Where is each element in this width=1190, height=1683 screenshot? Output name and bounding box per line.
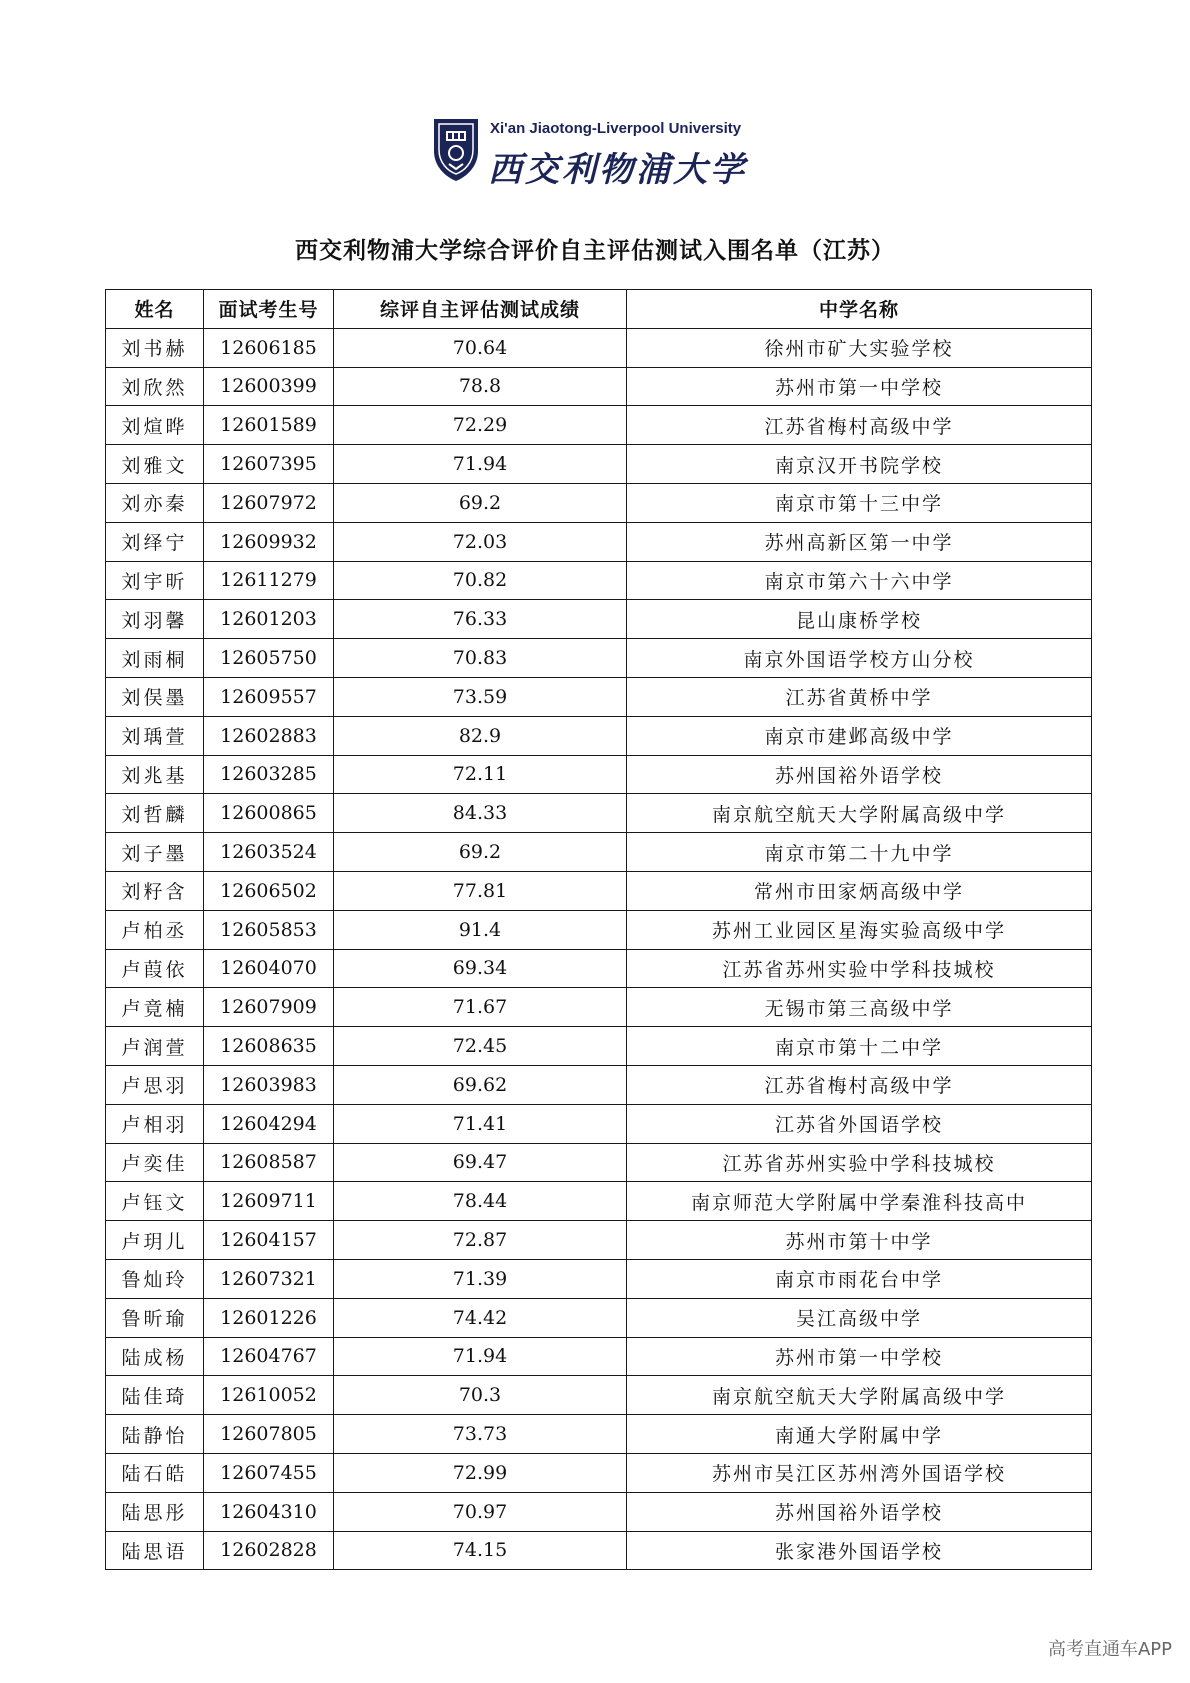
cell-name: 卢玥儿	[106, 1221, 204, 1260]
university-logo	[432, 112, 762, 188]
candidate-table	[105, 289, 1092, 1570]
cell-score: 84.33	[334, 794, 627, 833]
cell-name: 刘籽含	[106, 871, 204, 910]
cell-exam-id: 12601203	[204, 600, 334, 639]
cell-school: 苏州市第十中学	[627, 1221, 1092, 1260]
cell-score: 70.83	[334, 639, 627, 678]
cell-score: 74.42	[334, 1298, 627, 1337]
table-row	[106, 1259, 1092, 1298]
cell-name: 刘羽馨	[106, 600, 204, 639]
cell-name: 陆石皓	[106, 1453, 204, 1492]
cell-score: 72.45	[334, 1027, 627, 1066]
cell-score: 72.87	[334, 1221, 627, 1260]
cell-name: 刘子墨	[106, 833, 204, 872]
cell-school: 南京市第十二中学	[627, 1027, 1092, 1066]
university-english-name: Xi'an Jiaotong-Liverpool University	[490, 120, 742, 137]
cell-score: 78.8	[334, 367, 627, 406]
cell-school: 常州市田家炳高级中学	[627, 871, 1092, 910]
cell-name: 卢相羽	[106, 1104, 204, 1143]
table-row	[106, 949, 1092, 988]
cell-school: 南京外国语学校方山分校	[627, 639, 1092, 678]
cell-school: 南京市建邺高级中学	[627, 716, 1092, 755]
cell-school: 苏州市第一中学校	[627, 1337, 1092, 1376]
cell-exam-id: 12608635	[204, 1027, 334, 1066]
cell-score: 69.62	[334, 1065, 627, 1104]
cell-school: 南京市第二十九中学	[627, 833, 1092, 872]
cell-name: 刘欣然	[106, 367, 204, 406]
cell-score: 72.11	[334, 755, 627, 794]
cell-name: 刘书赫	[106, 328, 204, 367]
cell-name: 卢奕佳	[106, 1143, 204, 1182]
table-row	[106, 677, 1092, 716]
cell-school: 苏州国裕外语学校	[627, 755, 1092, 794]
cell-school: 苏州国裕外语学校	[627, 1492, 1092, 1531]
cell-name: 刘兆基	[106, 755, 204, 794]
cell-exam-id: 12602828	[204, 1531, 334, 1570]
cell-name: 鲁昕瑜	[106, 1298, 204, 1337]
table-row	[106, 1337, 1092, 1376]
cell-name: 刘雅文	[106, 445, 204, 484]
cell-exam-id: 12604157	[204, 1221, 334, 1260]
cell-score: 71.94	[334, 445, 627, 484]
cell-exam-id: 12604070	[204, 949, 334, 988]
table-row	[106, 1182, 1092, 1221]
cell-score: 69.47	[334, 1143, 627, 1182]
table-header-row	[106, 290, 1092, 329]
cell-score: 74.15	[334, 1531, 627, 1570]
cell-school: 江苏省梅村高级中学	[627, 1065, 1092, 1104]
cell-school: 南京航空航天大学附属高级中学	[627, 794, 1092, 833]
cell-score: 70.97	[334, 1492, 627, 1531]
cell-name: 陆佳琦	[106, 1376, 204, 1415]
table-row	[106, 328, 1092, 367]
cell-school: 苏州市第一中学校	[627, 367, 1092, 406]
cell-school: 南京师范大学附属中学秦淮科技高中	[627, 1182, 1092, 1221]
table-row	[106, 561, 1092, 600]
cell-school: 苏州市吴江区苏州湾外国语学校	[627, 1453, 1092, 1492]
table-row	[106, 1143, 1092, 1182]
cell-name: 卢润萱	[106, 1027, 204, 1066]
table-row	[106, 1027, 1092, 1066]
cell-score: 72.03	[334, 522, 627, 561]
header-name: 姓名	[106, 290, 204, 329]
cell-school: 南京市第六十六中学	[627, 561, 1092, 600]
table-row	[106, 639, 1092, 678]
cell-name: 刘哲麟	[106, 794, 204, 833]
cell-score: 73.73	[334, 1415, 627, 1454]
cell-exam-id: 12607455	[204, 1453, 334, 1492]
cell-school: 苏州工业园区星海实验高级中学	[627, 910, 1092, 949]
cell-school: 徐州市矿大实验学校	[627, 328, 1092, 367]
table-row	[106, 1065, 1092, 1104]
cell-exam-id: 12600865	[204, 794, 334, 833]
cell-exam-id: 12609557	[204, 677, 334, 716]
cell-exam-id: 12605853	[204, 910, 334, 949]
cell-name: 陆静怡	[106, 1415, 204, 1454]
table-row	[106, 1415, 1092, 1454]
cell-name: 卢思羽	[106, 1065, 204, 1104]
table-row	[106, 794, 1092, 833]
cell-exam-id: 12607972	[204, 483, 334, 522]
cell-exam-id: 12607395	[204, 445, 334, 484]
cell-score: 71.41	[334, 1104, 627, 1143]
table-row	[106, 1298, 1092, 1337]
table-row	[106, 600, 1092, 639]
cell-exam-id: 12609711	[204, 1182, 334, 1221]
cell-name: 刘宇昕	[106, 561, 204, 600]
cell-name: 刘雨桐	[106, 639, 204, 678]
cell-score: 70.3	[334, 1376, 627, 1415]
table-row	[106, 445, 1092, 484]
cell-exam-id: 12603524	[204, 833, 334, 872]
cell-exam-id: 12604310	[204, 1492, 334, 1531]
cell-school: 南京汉开书院学校	[627, 445, 1092, 484]
cell-score: 73.59	[334, 677, 627, 716]
cell-exam-id: 12607805	[204, 1415, 334, 1454]
cell-exam-id: 12602883	[204, 716, 334, 755]
cell-score: 82.9	[334, 716, 627, 755]
cell-exam-id: 12611279	[204, 561, 334, 600]
table-row	[106, 1492, 1092, 1531]
cell-score: 69.34	[334, 949, 627, 988]
cell-name: 陆成杨	[106, 1337, 204, 1376]
cell-name: 陆思语	[106, 1531, 204, 1570]
table-row	[106, 483, 1092, 522]
cell-score: 70.82	[334, 561, 627, 600]
cell-exam-id: 12603285	[204, 755, 334, 794]
cell-school: 江苏省梅村高级中学	[627, 406, 1092, 445]
cell-score: 76.33	[334, 600, 627, 639]
table-body	[106, 328, 1092, 1570]
cell-name: 刘亦秦	[106, 483, 204, 522]
table-row	[106, 755, 1092, 794]
cell-school: 南京市第十三中学	[627, 483, 1092, 522]
cell-school: 南通大学附属中学	[627, 1415, 1092, 1454]
cell-exam-id: 12607321	[204, 1259, 334, 1298]
university-crest-icon	[432, 117, 480, 183]
cell-name: 刘瑀萱	[106, 716, 204, 755]
cell-exam-id: 12609932	[204, 522, 334, 561]
cell-name: 卢竟楠	[106, 988, 204, 1027]
cell-exam-id: 12606185	[204, 328, 334, 367]
cell-school: 江苏省苏州实验中学科技城校	[627, 1143, 1092, 1182]
cell-score: 72.99	[334, 1453, 627, 1492]
cell-name: 刘俣墨	[106, 677, 204, 716]
cell-exam-id: 12600399	[204, 367, 334, 406]
cell-school: 张家港外国语学校	[627, 1531, 1092, 1570]
table-row	[106, 406, 1092, 445]
cell-school: 江苏省苏州实验中学科技城校	[627, 949, 1092, 988]
cell-school: 无锡市第三高级中学	[627, 988, 1092, 1027]
cell-exam-id: 12601226	[204, 1298, 334, 1337]
cell-exam-id: 12605750	[204, 639, 334, 678]
header-exam-id: 面试考生号	[204, 290, 334, 329]
header-school: 中学名称	[627, 290, 1092, 329]
cell-name: 卢钰文	[106, 1182, 204, 1221]
cell-score: 69.2	[334, 833, 627, 872]
table-row	[106, 871, 1092, 910]
cell-exam-id: 12610052	[204, 1376, 334, 1415]
cell-exam-id: 12601589	[204, 406, 334, 445]
cell-score: 77.81	[334, 871, 627, 910]
table-row	[106, 1453, 1092, 1492]
cell-name: 卢柏丞	[106, 910, 204, 949]
cell-school: 吴江高级中学	[627, 1298, 1092, 1337]
cell-school: 南京市雨花台中学	[627, 1259, 1092, 1298]
cell-school: 昆山康桥学校	[627, 600, 1092, 639]
table-row	[106, 833, 1092, 872]
cell-school: 苏州高新区第一中学	[627, 522, 1092, 561]
cell-score: 70.64	[334, 328, 627, 367]
table-row	[106, 367, 1092, 406]
cell-score: 78.44	[334, 1182, 627, 1221]
cell-name: 刘煊晔	[106, 406, 204, 445]
table-row	[106, 1531, 1092, 1570]
cell-exam-id: 12607909	[204, 988, 334, 1027]
cell-score: 71.39	[334, 1259, 627, 1298]
header-score: 综评自主评估测试成绩	[334, 290, 627, 329]
table-row	[106, 1376, 1092, 1415]
cell-school: 江苏省黄桥中学	[627, 677, 1092, 716]
table-row	[106, 522, 1092, 561]
document-title: 西交利物浦大学综合评价自主评估测试入围名单（江苏）	[295, 237, 895, 264]
cell-score: 91.4	[334, 910, 627, 949]
cell-exam-id: 12603983	[204, 1065, 334, 1104]
watermark: 高考直通车APP	[1047, 1639, 1172, 1660]
table-row	[106, 910, 1092, 949]
cell-name: 卢葭依	[106, 949, 204, 988]
cell-school: 江苏省外国语学校	[627, 1104, 1092, 1143]
cell-exam-id: 12604767	[204, 1337, 334, 1376]
university-chinese-name: 西交利物浦大学	[488, 150, 747, 190]
cell-score: 71.94	[334, 1337, 627, 1376]
cell-exam-id: 12606502	[204, 871, 334, 910]
cell-name: 鲁灿玲	[106, 1259, 204, 1298]
cell-name: 刘绎宁	[106, 522, 204, 561]
table-row	[106, 716, 1092, 755]
cell-score: 71.67	[334, 988, 627, 1027]
cell-school: 南京航空航天大学附属高级中学	[627, 1376, 1092, 1415]
cell-exam-id: 12604294	[204, 1104, 334, 1143]
table-row	[106, 988, 1092, 1027]
cell-name: 陆思彤	[106, 1492, 204, 1531]
cell-exam-id: 12608587	[204, 1143, 334, 1182]
cell-score: 72.29	[334, 406, 627, 445]
table-row	[106, 1221, 1092, 1260]
table-row	[106, 1104, 1092, 1143]
cell-score: 69.2	[334, 483, 627, 522]
